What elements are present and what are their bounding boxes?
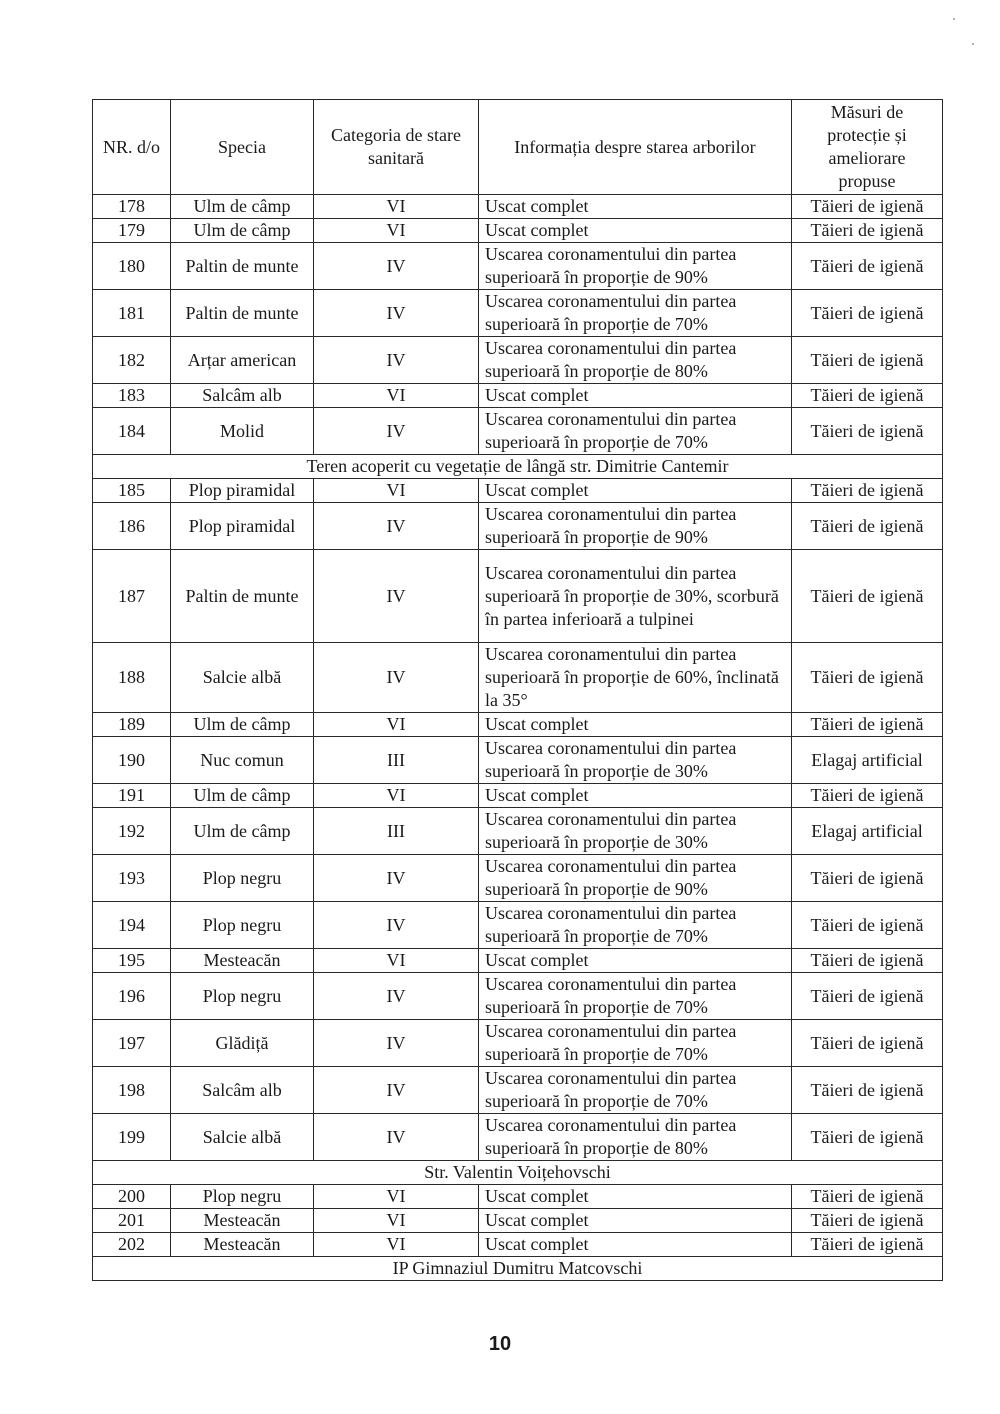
cell-informatia: Uscat complet bbox=[479, 384, 792, 408]
cell-nr: 192 bbox=[93, 808, 171, 855]
table-row bbox=[93, 1067, 943, 1114]
cell-specia: Salcie albă bbox=[171, 1114, 314, 1161]
table-row bbox=[93, 503, 943, 550]
section-title: IP Gimnaziul Dumitru Matcovschi bbox=[93, 1257, 943, 1281]
cell-nr: 196 bbox=[93, 973, 171, 1020]
cell-specia: Salcâm alb bbox=[171, 1067, 314, 1114]
cell-informatia: Uscarea coronamentului din partea superioară în proporție de 30% bbox=[479, 808, 792, 855]
cell-categoria: VI bbox=[314, 713, 479, 737]
table-row bbox=[93, 1233, 943, 1257]
cell-specia: Salcie albă bbox=[171, 643, 314, 713]
cell-masuri: Tăieri de igienă bbox=[792, 1209, 943, 1233]
cell-masuri: Tăieri de igienă bbox=[792, 408, 943, 455]
cell-categoria: IV bbox=[314, 408, 479, 455]
cell-specia: Glădiță bbox=[171, 1020, 314, 1067]
table-row bbox=[93, 408, 943, 455]
header-nr: NR. d/o bbox=[93, 100, 171, 195]
cell-nr: 201 bbox=[93, 1209, 171, 1233]
cell-nr: 198 bbox=[93, 1067, 171, 1114]
cell-categoria: IV bbox=[314, 1114, 479, 1161]
cell-informatia: Uscat complet bbox=[479, 784, 792, 808]
cell-categoria: VI bbox=[314, 479, 479, 503]
scan-speck bbox=[953, 18, 955, 20]
cell-informatia: Uscarea coronamentului din partea superioară în proporție de 90% bbox=[479, 503, 792, 550]
cell-specia: Mesteacăn bbox=[171, 1209, 314, 1233]
cell-nr: 188 bbox=[93, 643, 171, 713]
table-row bbox=[93, 479, 943, 503]
cell-specia: Paltin de munte bbox=[171, 550, 314, 643]
section-row bbox=[93, 455, 943, 479]
cell-nr: 180 bbox=[93, 243, 171, 290]
cell-specia: Plop negru bbox=[171, 855, 314, 902]
cell-informatia: Uscarea coronamentului din partea superioară în proporție de 70% bbox=[479, 1020, 792, 1067]
cell-nr: 185 bbox=[93, 479, 171, 503]
scan-speck bbox=[972, 43, 974, 45]
cell-informatia: Uscat complet bbox=[479, 1185, 792, 1209]
cell-categoria: VI bbox=[314, 949, 479, 973]
cell-informatia: Uscarea coronamentului din partea superioară în proporție de 70% bbox=[479, 902, 792, 949]
table-row bbox=[93, 713, 943, 737]
table-row bbox=[93, 784, 943, 808]
cell-specia: Plop negru bbox=[171, 902, 314, 949]
cell-categoria: VI bbox=[314, 784, 479, 808]
cell-nr: 184 bbox=[93, 408, 171, 455]
cell-specia: Paltin de munte bbox=[171, 243, 314, 290]
cell-nr: 189 bbox=[93, 713, 171, 737]
cell-categoria: VI bbox=[314, 1185, 479, 1209]
section-row bbox=[93, 1257, 943, 1281]
table-row bbox=[93, 902, 943, 949]
cell-nr: 182 bbox=[93, 337, 171, 384]
page-number: 10 bbox=[488, 1333, 512, 1355]
cell-masuri: Tăieri de igienă bbox=[792, 1020, 943, 1067]
cell-categoria: IV bbox=[314, 337, 479, 384]
cell-specia: Ulm de câmp bbox=[171, 219, 314, 243]
table-row bbox=[93, 973, 943, 1020]
cell-specia: Ulm de câmp bbox=[171, 713, 314, 737]
table-row bbox=[93, 219, 943, 243]
cell-informatia: Uscat complet bbox=[479, 219, 792, 243]
cell-masuri: Tăieri de igienă bbox=[792, 973, 943, 1020]
table-row bbox=[93, 384, 943, 408]
tree-inventory-table bbox=[92, 99, 943, 1281]
cell-masuri: Tăieri de igienă bbox=[792, 479, 943, 503]
cell-masuri: Tăieri de igienă bbox=[792, 1067, 943, 1114]
cell-informatia: Uscarea coronamentului din partea superioară în proporție de 30% bbox=[479, 737, 792, 784]
cell-nr: 199 bbox=[93, 1114, 171, 1161]
cell-nr: 193 bbox=[93, 855, 171, 902]
cell-specia: Mesteacăn bbox=[171, 949, 314, 973]
cell-categoria: III bbox=[314, 737, 479, 784]
cell-informatia: Uscarea coronamentului din partea superioară în proporție de 70% bbox=[479, 973, 792, 1020]
table-header-row bbox=[93, 100, 943, 195]
cell-specia: Arțar american bbox=[171, 337, 314, 384]
cell-categoria: III bbox=[314, 808, 479, 855]
cell-masuri: Tăieri de igienă bbox=[792, 503, 943, 550]
header-masuri: Măsuri de protecție și ameliorare propuse bbox=[792, 100, 943, 195]
cell-informatia: Uscat complet bbox=[479, 195, 792, 219]
table-row bbox=[93, 195, 943, 219]
cell-specia: Molid bbox=[171, 408, 314, 455]
cell-informatia: Uscarea coronamentului din partea superioară în proporție de 70% bbox=[479, 1067, 792, 1114]
cell-specia: Ulm de câmp bbox=[171, 808, 314, 855]
cell-nr: 202 bbox=[93, 1233, 171, 1257]
cell-specia: Paltin de munte bbox=[171, 290, 314, 337]
table-row bbox=[93, 337, 943, 384]
cell-masuri: Tăieri de igienă bbox=[792, 243, 943, 290]
cell-nr: 187 bbox=[93, 550, 171, 643]
table-row bbox=[93, 1185, 943, 1209]
cell-informatia: Uscat complet bbox=[479, 1233, 792, 1257]
cell-masuri: Tăieri de igienă bbox=[792, 384, 943, 408]
cell-specia: Nuc comun bbox=[171, 737, 314, 784]
cell-nr: 183 bbox=[93, 384, 171, 408]
header-informatia: Informația despre starea arborilor bbox=[479, 100, 792, 195]
table-row bbox=[93, 1209, 943, 1233]
cell-nr: 181 bbox=[93, 290, 171, 337]
cell-categoria: VI bbox=[314, 195, 479, 219]
cell-nr: 197 bbox=[93, 1020, 171, 1067]
table-row bbox=[93, 643, 943, 713]
cell-masuri: Tăieri de igienă bbox=[792, 902, 943, 949]
cell-categoria: VI bbox=[314, 1209, 479, 1233]
cell-informatia: Uscat complet bbox=[479, 1209, 792, 1233]
cell-masuri: Tăieri de igienă bbox=[792, 1233, 943, 1257]
cell-masuri: Tăieri de igienă bbox=[792, 643, 943, 713]
cell-specia: Plop negru bbox=[171, 973, 314, 1020]
cell-nr: 178 bbox=[93, 195, 171, 219]
table-row bbox=[93, 1114, 943, 1161]
cell-informatia: Uscarea coronamentului din partea superioară în proporție de 70% bbox=[479, 290, 792, 337]
cell-informatia: Uscarea coronamentului din partea superioară în proporție de 30%, scorbură în partea inferioară a tulpinei bbox=[479, 550, 792, 643]
cell-categoria: VI bbox=[314, 1233, 479, 1257]
cell-nr: 194 bbox=[93, 902, 171, 949]
cell-informatia: Uscarea coronamentului din partea superioară în proporție de 80% bbox=[479, 1114, 792, 1161]
cell-categoria: IV bbox=[314, 855, 479, 902]
cell-categoria: IV bbox=[314, 902, 479, 949]
header-specia: Specia bbox=[171, 100, 314, 195]
cell-masuri: Tăieri de igienă bbox=[792, 1185, 943, 1209]
cell-masuri: Tăieri de igienă bbox=[792, 1114, 943, 1161]
cell-masuri: Elagaj artificial bbox=[792, 808, 943, 855]
cell-specia: Plop piramidal bbox=[171, 479, 314, 503]
cell-categoria: VI bbox=[314, 219, 479, 243]
cell-categoria: IV bbox=[314, 643, 479, 713]
cell-nr: 179 bbox=[93, 219, 171, 243]
table-row bbox=[93, 949, 943, 973]
table-body bbox=[93, 195, 943, 1281]
table-row bbox=[93, 855, 943, 902]
cell-masuri: Tăieri de igienă bbox=[792, 713, 943, 737]
cell-informatia: Uscat complet bbox=[479, 479, 792, 503]
cell-informatia: Uscarea coronamentului din partea superioară în proporție de 60%, înclinată la 35° bbox=[479, 643, 792, 713]
cell-informatia: Uscat complet bbox=[479, 713, 792, 737]
cell-categoria: IV bbox=[314, 550, 479, 643]
cell-categoria: VI bbox=[314, 384, 479, 408]
cell-informatia: Uscarea coronamentului din partea superioară în proporție de 80% bbox=[479, 337, 792, 384]
cell-nr: 191 bbox=[93, 784, 171, 808]
cell-nr: 195 bbox=[93, 949, 171, 973]
cell-specia: Ulm de câmp bbox=[171, 195, 314, 219]
section-title: Teren acoperit cu vegetație de lângă str. Dimitrie Cantemir bbox=[93, 455, 943, 479]
cell-masuri: Tăieri de igienă bbox=[792, 219, 943, 243]
cell-categoria: IV bbox=[314, 1020, 479, 1067]
cell-nr: 200 bbox=[93, 1185, 171, 1209]
cell-informatia: Uscat complet bbox=[479, 949, 792, 973]
cell-masuri: Tăieri de igienă bbox=[792, 550, 943, 643]
cell-specia: Plop negru bbox=[171, 1185, 314, 1209]
cell-categoria: IV bbox=[314, 1067, 479, 1114]
cell-masuri: Tăieri de igienă bbox=[792, 784, 943, 808]
table-row bbox=[93, 808, 943, 855]
section-title: Str. Valentin Voițehovschi bbox=[93, 1161, 943, 1185]
cell-masuri: Tăieri de igienă bbox=[792, 290, 943, 337]
table-row bbox=[93, 290, 943, 337]
cell-informatia: Uscarea coronamentului din partea superioară în proporție de 70% bbox=[479, 408, 792, 455]
cell-categoria: IV bbox=[314, 973, 479, 1020]
cell-masuri: Tăieri de igienă bbox=[792, 337, 943, 384]
cell-specia: Ulm de câmp bbox=[171, 784, 314, 808]
cell-nr: 186 bbox=[93, 503, 171, 550]
cell-masuri: Tăieri de igienă bbox=[792, 855, 943, 902]
cell-specia: Salcâm alb bbox=[171, 384, 314, 408]
cell-nr: 190 bbox=[93, 737, 171, 784]
section-row bbox=[93, 1161, 943, 1185]
cell-categoria: IV bbox=[314, 290, 479, 337]
table-row bbox=[93, 550, 943, 643]
cell-masuri: Tăieri de igienă bbox=[792, 949, 943, 973]
cell-masuri: Tăieri de igienă bbox=[792, 195, 943, 219]
header-categoria: Categoria de stare sanitară bbox=[314, 100, 479, 195]
cell-informatia: Uscarea coronamentului din partea superioară în proporție de 90% bbox=[479, 243, 792, 290]
cell-categoria: IV bbox=[314, 243, 479, 290]
cell-specia: Plop piramidal bbox=[171, 503, 314, 550]
table-row bbox=[93, 737, 943, 784]
table-row bbox=[93, 1020, 943, 1067]
cell-categoria: IV bbox=[314, 503, 479, 550]
cell-masuri: Elagaj artificial bbox=[792, 737, 943, 784]
cell-informatia: Uscarea coronamentului din partea superioară în proporție de 90% bbox=[479, 855, 792, 902]
cell-specia: Mesteacăn bbox=[171, 1233, 314, 1257]
table-row bbox=[93, 243, 943, 290]
